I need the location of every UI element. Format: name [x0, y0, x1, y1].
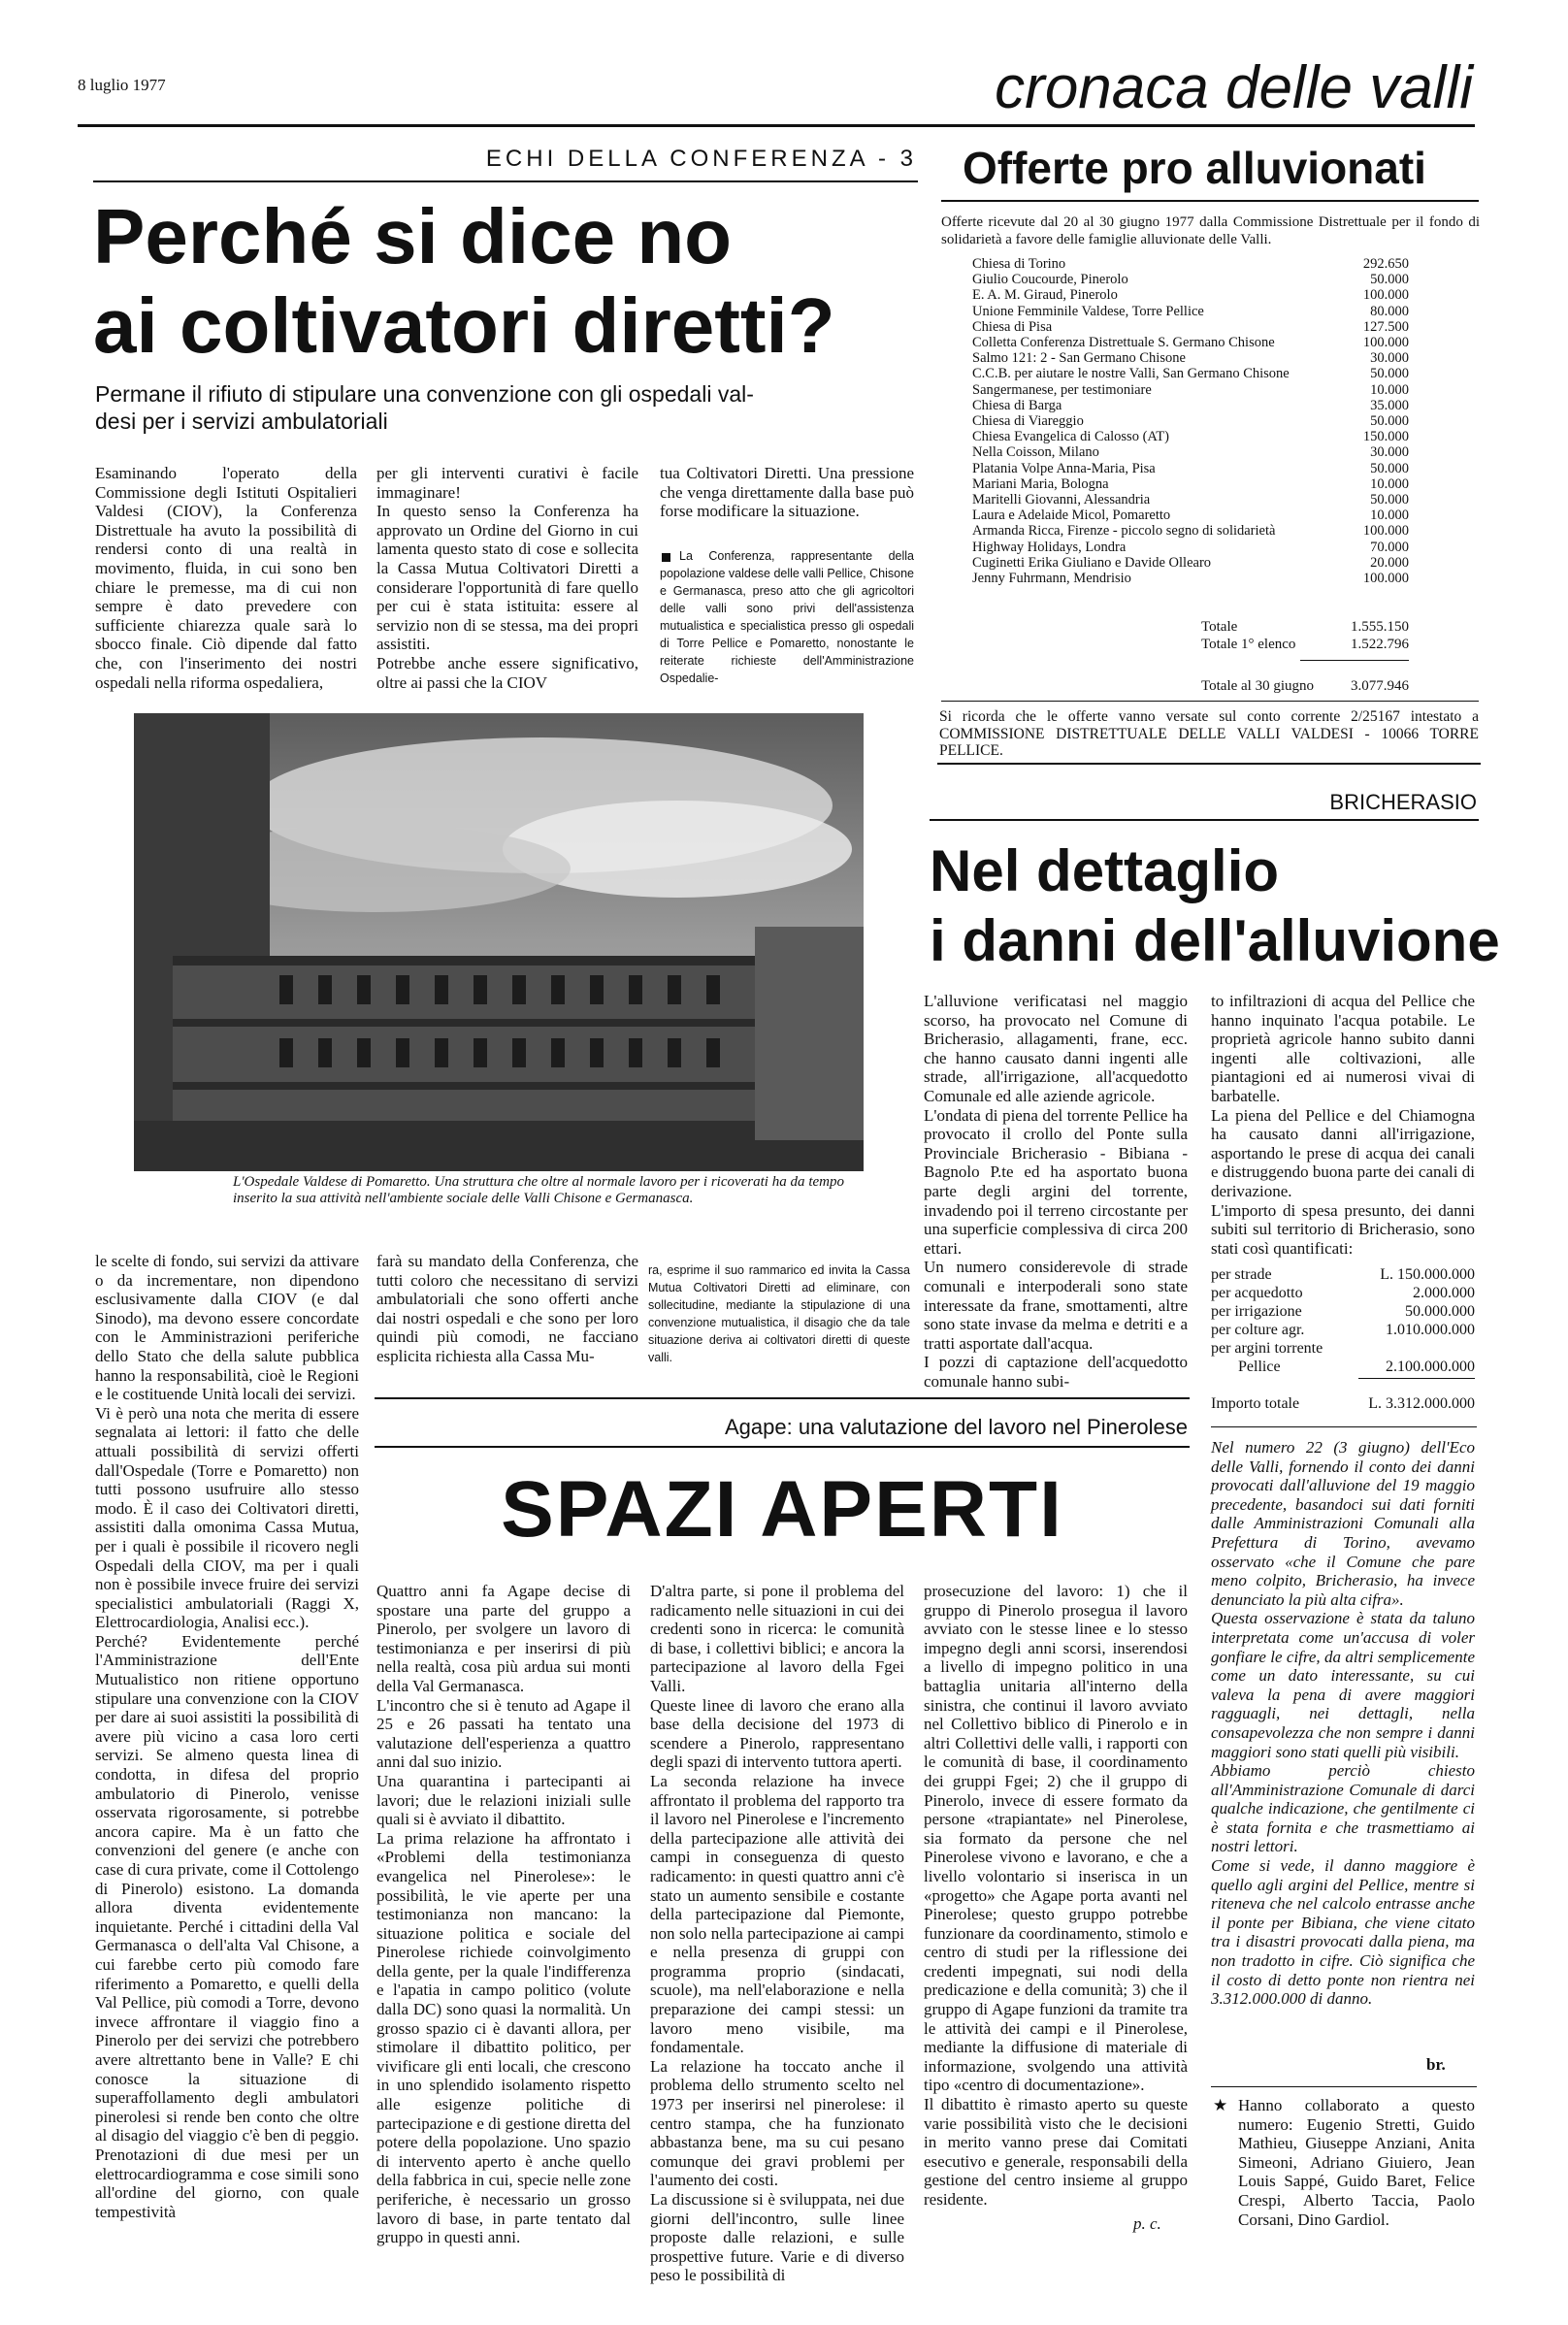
offerta-row: [972, 335, 1409, 350]
hospital-photo: [134, 713, 864, 1171]
offerta-row: [972, 555, 1409, 571]
offerta-name: Laura e Adelaide Micol, Pomaretto: [972, 508, 1171, 524]
damage-amount: 1.010.000.000: [1386, 1322, 1475, 1338]
bricherasio-title-line1: Nel dettaglio: [930, 838, 1280, 903]
damage-label: per colture agr.: [1211, 1322, 1305, 1338]
offerta-amount: 70.000: [1370, 539, 1409, 555]
article-deck-line2: desi per i servizi ambulatoriali: [95, 409, 388, 434]
offerta-amount: 50.000: [1370, 460, 1409, 476]
article-kicker: ECHI DELLA CONFERENZA - 3: [485, 146, 917, 172]
offerte-primo-label: Totale 1° elenco: [1201, 637, 1296, 652]
damage-amount: 2.100.000.000: [1386, 1359, 1475, 1375]
ciov-column-3: tua Coltivatori Diretti. Una pressione che venga direttamente dalla base può forse modificare la situazione.: [660, 464, 914, 521]
offerta-name: Chiesa di Barga: [972, 397, 1062, 413]
offerta-amount: 100.000: [1362, 335, 1409, 351]
damages-bottom-rule: [1211, 1426, 1477, 1427]
offerte-rule: [941, 200, 1479, 202]
offerta-row: [972, 523, 1409, 539]
offerte-primo: 1.522.796: [1351, 637, 1409, 652]
offerta-name: Chiesa di Viareggio: [972, 413, 1084, 430]
offerte-sum-rule: [1300, 660, 1409, 661]
offerta-name: Chiesa Evangelica di Calosso (AT): [972, 429, 1169, 445]
offerta-name: E. A. M. Giraud, Pinerolo: [972, 287, 1118, 304]
offerta-row: [972, 366, 1409, 381]
offerta-amount: 80.000: [1370, 303, 1409, 319]
damage-label: Pellice: [1238, 1359, 1281, 1375]
bricherasio-italic-note: Nel numero 22 (3 giugno) dell'Eco delle Valli, fornendo il conto dei danni provocati dall'alluvione del 19 maggio precedente, basandoci sui dati forniti dalle Amministrazioni Comunali alla Prefettura di Torino, avevamo osservato «che il Comune che pare meno colpito, Bricherasio, ha invece denunciato la più alta cifra». Questa osservazione è stata da taluno interpretata come un'accusa di voler gonfiare le cifre, da altri semplicemente come un dato interessante, su cui valeva la pena di avere maggiori ragguagli, nei dettagli, nella consapevolezza che non sempre i danni maggiori sono stati quelli più visibili. Abbiamo perciò chiesto all'Amministrazione Comunale di darci qualche indicazione, che gentilmente ci è stata fornita e che trasmettiamo ai nostri lettori. Come si vede, il danno maggiore è quello agli argini del Pellice, mentre si riteneva che nel calcolo entrasse anche il ponte per Bibiana, che viene citato tra i disastri provocati dalla piena, ma non tradotto in cifre. Ciò significa che il costo di detto ponte non rientra nei 3.312.000.000 di danno.: [1211, 1438, 1475, 2009]
offerta-name: Chiesa di Pisa: [972, 318, 1053, 335]
offerta-row: [972, 350, 1409, 366]
offerta-name: Platania Volpe Anna-Maria, Pisa: [972, 460, 1156, 476]
offerte-intro: Offerte ricevute dal 20 al 30 giugno 1977 dalla Commissione Distrettuale per il fondo di solidarietà a favore delle famiglie alluvionate delle Valli.: [941, 214, 1480, 247]
offerta-amount: 100.000: [1362, 571, 1409, 587]
bricherasio-title-line2: i danni dell'alluvione: [930, 908, 1500, 973]
offerta-row: [972, 304, 1409, 319]
offerta-name: Chiesa di Torino: [972, 256, 1066, 272]
kicker-rule: [93, 180, 918, 182]
offerta-row: [972, 429, 1409, 444]
offerta-row: [972, 540, 1409, 555]
article-title-line1: Perché si dice no: [93, 193, 733, 279]
offerta-row: [972, 287, 1409, 303]
offerta-name: Nella Coisson, Milano: [972, 444, 1099, 461]
offerta-amount: 30.000: [1370, 350, 1409, 367]
offerta-name: Maritelli Giovanni, Alessandria: [972, 492, 1151, 508]
offerta-row: [972, 319, 1409, 335]
photo-caption: L'Ospedale Valdese di Pomaretto. Una struttura che oltre al normale lavoro per i ricoverati ha da tempo inserito la sua attività nell'ambiente sociale delle Valli Chisone e Germanasca.: [233, 1174, 844, 1206]
offerte-table: [972, 256, 1409, 586]
offerta-amount: 10.000: [1370, 381, 1409, 398]
damage-row: [1211, 1302, 1475, 1321]
bricherasio-column-2: to infiltrazioni di acqua del Pellice che hanno inquinato l'acqua potabile. Le proprietà agricole hanno subito danni ingenti alle coltivazioni, alle piantagioni ed ai numerosi vivai di barbatelle. La piena del Pellice e del Chiamogna ha causato danni all'irrigazione, asportando le prese di acqua dei canali e distruggendo buona parte dei canali di derivazione. L'importo di spesa presunto, dei danni subiti sul territorio di Bricherasio, sono stati così quantificati:: [1211, 992, 1475, 1258]
offerta-amount: 50.000: [1370, 272, 1409, 288]
agape-column-1: Quattro anni fa Agape decise di spostare una parte del gruppo a Pinerolo, per svolgere un lavoro di testimonianza e per inserirsi di più nella realtà, cosa più ardua sui monti della Val Germanasca. L'incontro che si è tenuto ad Agape il 25 e 26 passati ha tentato una valutazione dell'esperienza a quattro anni dal suo inizio. Una quarantina i partecipanti ai lavori; due le relazioni iniziali sulle quali si è avviato il dibattito. La prima relazione ha affrontato i «Problemi della testimonianza evangelica nel Pinerolese»: le possibilità, le vie aperte per una testimonianza non mancano: la situazione politica e sociale del Pinerolese richiede coinvolgimento della gente, per la quale l'indifferenza e l'apatia in campo politico (volute dalla DC) sono quasi la normalità. Un grosso spazio ci è davanti allora, per stimolare il dibattito politico, per vivificare gli enti locali, che crescono in uno splendido isolamento rispetto alle esigenze politiche di partecipazione e di gestione diretta del potere della popolazione. Uno spazio di intervento aperto è anche quello della fabbrica in cui, specie nelle zone periferiche, è necessario un grosso lavoro di base, in parte tentato dal gruppo in questi anni.: [376, 1582, 631, 2247]
issue-date: 8 luglio 1977: [78, 76, 166, 94]
offerte-finale-label: Totale al 30 giugno: [1201, 678, 1315, 694]
offerte-bottom-rule: [941, 701, 1479, 702]
bricherasio-kicker: BRICHERASIO: [1329, 790, 1477, 814]
offerta-amount: 100.000: [1362, 287, 1409, 304]
offerta-amount: 50.000: [1370, 413, 1409, 430]
offerta-row: [972, 476, 1409, 492]
credits: Hanno collaborato a questo numero: Eugenio Stretti, Guido Mathieu, Giuseppe Anziani, Anita Simeoni, Adriano Giuiero, Jean Louis Sappé, Guido Baret, Felice Crespi, Alberto Taccia, Paolo Corsani, Dino Gardiol.: [1238, 2096, 1475, 2229]
agape-title: SPAZI APERTI: [501, 1465, 1063, 1554]
offerta-name: Sangermanese, per testimoniare: [972, 381, 1152, 398]
damages-table: [1211, 1265, 1475, 1376]
offerta-name: Giulio Coucourde, Pinerolo: [972, 272, 1128, 288]
ciov-column-2: per gli interventi curativi è facile immaginare! In questo senso la Conferenza ha approvato un Ordine del Giorno in cui lamenta questo stato di cose e sollecita la Cassa Mutua Coltivatori Diretti a considerare l'opportunità di fare quello per cui è stata istituita: essere al servizio non di se stessa, ma dei propri assistiti. Potrebbe anche essere significativo, oltre ai passi che la CIOV: [376, 464, 638, 692]
offerta-name: Cuginetti Erika Giuliano e Davide Ollearo: [972, 554, 1212, 571]
offerta-name: Mariani Maria, Bologna: [972, 475, 1109, 492]
offerta-row: [972, 398, 1409, 413]
offerta-row: [972, 571, 1409, 586]
agape-kicker: Agape: una valutazione del lavoro nel Pinerolese: [725, 1415, 1188, 1439]
damage-label: per acquedotto: [1211, 1285, 1303, 1301]
damage-row: [1211, 1265, 1475, 1284]
offerta-row: [972, 508, 1409, 523]
header-rule: [78, 124, 1475, 127]
offerta-amount: 20.000: [1370, 554, 1409, 571]
offerta-row: [972, 413, 1409, 429]
bricherasio-column-1: L'alluvione verificatasi nel maggio scorso, ha provocato nel Comune di Bricherasio, allagamenti, frane, ecc. che hanno causato danni ingenti alle strade, all'irrigazione, all'acquedotto Comunale ed alle aziende agricole. L'ondata di piena del torrente Pellice ha provocato il crollo del Ponte sulla Provinciale Bricherasio - Bibiana - Bagnolo P.te ed ha asportato buona parte degli argini del torrente, invadendo poi il terreno circostante per una superficie complessiva di circa 200 ettari. Un numero considerevole di strade comunali e interpoderali sono state interessate da frane, smottamenti, altre sono state invase da melma e detriti e a tratti asportate dall'acqua. I pozzi di captazione dell'acquedotto comunale hanno subi-: [924, 992, 1188, 1391]
agape-column-2: D'altra parte, si pone il problema del radicamento nelle situazioni in cui dei credenti sono in ricerca: le comunità di base, i collettivi biblici; e ancora la partecipazione al lavoro della Fgei Valli. Queste linee di lavoro che erano alla base della decisione del 1973 di scendere a Pinerolo, rappresentano degli spazi di intervento tuttora aperti. La seconda relazione ha invece affrontato il problema del rapporto tra il lavoro nel Pinerolese e l'incremento della partecipazione alle attività dei campi in conseguenza di questo radicamento: in questi quattro anni c'è stato un aumento sensibile e costante della partecipazione dal Piemonte, non solo nella partecipazione ai campi e nella presenza di gruppi con programma proprio (sindacati, scuole), ma nell'elaborazione e nella preparazione dei campi stessi: un lavoro meno visibile, ma fondamentale. La relazione ha toccato anche il problema dello strumento scelto nel 1973 per inserirsi nel pinerolese: il centro stampa, che ha funzionato abbastanza bene, ma su cui pesano comunque dei gravi problemi per l'aumento dei costi. La discussione si è sviluppata, nei due giorni dell'incontro, sulle linee proposte dalle relazioni, e sulle prospettive future. Varie e di diverso peso le possibilità di: [650, 1582, 904, 2285]
credits-rule: [1211, 2086, 1477, 2087]
offerta-amount: 150.000: [1362, 429, 1409, 445]
offerta-amount: 292.650: [1362, 256, 1409, 272]
section-title: cronaca delle valli: [995, 54, 1473, 121]
damages-sum-rule: [1358, 1378, 1475, 1379]
offerta-amount: 50.000: [1370, 366, 1409, 382]
ciov-column-1: Esaminando l'operato della Commissione degli Istituti Ospitalieri Valdesi (CIOV), la Conferenza Distrettuale ha avuto la possibilità di rendersi conto di una realtà in movimento, fluida, in cui sono ben chiare le premesse, ma di cui non sempre è dato prevedere con sufficiente chiarezza quale sarà lo sbocco finale. Ciò dipende dal fatto che, con l'inserimento dei nostri ospedali nella riforma ospedaliera,: [95, 464, 357, 692]
hospital-building-image: [134, 713, 864, 1171]
offerta-row: [972, 256, 1409, 272]
offerta-name: Salmo 121: 2 - San Germano Chisone: [972, 350, 1186, 367]
ciov-column-1b: le scelte di fondo, sui servizi da attivare o da incrementare, non dipendono esclusivamente dalla CIOV (e dal Sinodo), ma devono essere concordate con le Amministrazioni periferiche dello Stato che della salute pubblica hanno la responsabilità, cioè le Regioni e le costituende Unità locali dei servizi. Vi è però una nota che merita di essere segnalata ai lettori: il fatto che delle attuali possibilità di servizi offerti dall'Ospedale (Torre e Pomaretto) non tutti possono usufruire allo stesso modo. È il caso dei Coltivatori diretti, assistiti dalla omonima Cassa Mutua, per i quali è possibile il ricovero negli Ospedali della CIOV, ma per i quali non è possibile invece fruire dei servizi specialistici ambulatoriali (Raggi X, Elettrocardiologia, Analisi ecc.). Perché? Evidentemente perché l'Amministrazione dell'Ente Mutualistico non ritiene opportuno stipulare una convenzione con la CIOV per dare ai suoi assistiti la possibilità di avere più vicino a casa loro certi servizi. Se almeno questa linea di condotta, in difesa del proprio ambulatorio di Pinerolo, venisse osservata rigorosamente, si potrebbe ancora capire. Ma è un fatto che convenzioni del genere (e anche con case di cura private, come il Cottolengo di Pinerolo) esistono. La domanda allora diventa evidentemente inquietante. Perché i cittadini della Val Germanasca o dell'alta Val Chisone, a cui farebbe certo più comodo fare riferimento a Pomaretto, e quelli della Val Pellice, più comodi a Torre, devono invece affrontare il viaggio fino a Pinerolo per dei servizi che potrebbero avere altrettanto bene in Valle? E chi conosce la situazione di superaffollamento degli ambulatori pinerolesi si rende ben conto che oltre al disagio del viaggio c'è ben di peggio. Prenotazioni di due mesi per un elettrocardiogramma e cose simili sono all'ordine del giorno, con quale tempestività: [95, 1252, 359, 2221]
offerte-footer: Si ricorda che le offerte vanno versate sul conto corrente 2/25167 intestato a COMMISSIONE DISTRETTUALE DELLE VALLI VALDESI - 10066 TORRE PELLICE.: [939, 708, 1479, 759]
damage-amount: L. 150.000.000: [1380, 1266, 1475, 1283]
offerta-name: Colletta Conferenza Distrettuale S. Germano Chisone: [972, 335, 1275, 351]
agape-column-3: prosecuzione del lavoro: 1) che il gruppo di Pinerolo prosegua il lavoro avviato con le stesse linee e lo stesso impegno degli anni scorsi, inserendosi a livello di impegno politico in una battaglia unitaria all'interno della sinistra, che continui il lavoro avviato nel Collettivo biblico di Pinerolo e in altri Collettivi delle valli, i rapporti con le comunità di base, il coordinamento dei gruppi Fgei; 2) che il gruppo di Pinerolo, invece di essere formato da persone «trapiantate» nel Pinerolese, sia formato da persone che nel Pinerolese vivono e lavorano, e che a livello volontario si inserisca in un «progetto» che Agape porta avanti nel Pinerolese; questo gruppo potrebbe funzionare da coordinamento, stimolo e centro di studi per la riflessione dei credenti impegnati, sui nodi della predicazione e della comunità; 3) che il gruppo di Agape funzioni da tramite tra le attività dei campi e il Pinerolese, mediante la diffusione di materiale di informazione, svolgendo una attività tipo «centro di documentazione». Il dibattito è rimasto aperto su queste varie possibilità visto che le decisioni in merito vanno prese dai Comitati esecutivo e generale, responsabili della gestione del centro insieme al gruppo residente.: [924, 1582, 1188, 2209]
agape-kicker-rule: [375, 1446, 1190, 1448]
offerte-totale-label: Totale: [1201, 619, 1238, 635]
bricherasio-rule: [930, 819, 1479, 821]
offerta-amount: 127.500: [1362, 318, 1409, 335]
offerta-amount: 10.000: [1370, 475, 1409, 492]
ciov-note: La Conferenza, rappresentante della popolazione valdese delle valli Pellice, Chisone e Germanasca, preso atto che gli agricoltori delle valli sono privi dell'assistenza mutualistica e specialistica presso gli ospedali di Torre Pellice e Pomaretto, nonostante le reiterate richieste dell'Amministrazione Ospedalie-: [660, 549, 914, 685]
offerta-row: [972, 382, 1409, 398]
offerta-amount: 100.000: [1362, 523, 1409, 540]
offerta-row: [972, 444, 1409, 460]
damage-amount: 50.000.000: [1405, 1303, 1475, 1320]
offerta-row: [972, 461, 1409, 476]
offerta-name: Armanda Ricca, Firenze - piccolo segno di solidarietà: [972, 523, 1276, 540]
offerte-footer-rule: [937, 763, 1481, 765]
damage-row: [1211, 1358, 1475, 1376]
damage-row: [1211, 1339, 1475, 1358]
damages-total: L. 3.312.000.000: [1368, 1395, 1475, 1412]
ciov-column-2b: farà su mandato della Conferenza, che tutti coloro che necessitano di servizi ambulatoriali che sono offerti anche dai nostri ospedali e che sono per loro quindi più comodi, ne facciano esplicita richiesta alla Cassa Mu-: [376, 1252, 638, 1365]
offerta-amount: 10.000: [1370, 508, 1409, 524]
article-deck-line1: Permane il rifiuto di stipulare una convenzione con gli ospedali val-: [95, 381, 754, 407]
offerte-totale: 1.555.150: [1351, 619, 1409, 635]
offerta-amount: 50.000: [1370, 492, 1409, 508]
offerta-name: Highway Holidays, Londra: [972, 539, 1127, 555]
offerte-finale: 3.077.946: [1351, 678, 1409, 694]
damage-label: per strade: [1211, 1266, 1272, 1283]
damage-label: per argini torrente: [1211, 1340, 1323, 1357]
ciov-note-b: ra, esprime il suo rammarico ed invita la Cassa Mutua Coltivatori Diretti ad eliminare, con sollecitudine, mediante la stipulazione di una convenzione mutualistica, il disagio che da tale situazione deriva ai coltivatori diretti di queste valli.: [648, 1263, 910, 1364]
offerte-title: Offerte pro alluvionati: [963, 143, 1426, 193]
damage-label: per irrigazione: [1211, 1303, 1302, 1320]
article-title-line2: ai coltivatori diretti?: [93, 282, 835, 369]
offerta-name: C.C.B. per aiutare le nostre Valli, San Germano Chisone: [972, 366, 1290, 382]
damage-amount: 2.000.000: [1413, 1285, 1475, 1301]
damages-total-label: Importo totale: [1211, 1395, 1300, 1412]
agape-signature: p. c.: [1133, 2214, 1161, 2233]
offerta-name: Jenny Fuhrmann, Mendrisio: [972, 571, 1131, 587]
offerta-row: [972, 492, 1409, 508]
bricherasio-signature: br.: [1426, 2055, 1446, 2074]
agape-top-rule: [375, 1397, 1190, 1399]
damage-row: [1211, 1284, 1475, 1302]
damage-row: [1211, 1321, 1475, 1339]
offerta-row: [972, 272, 1409, 287]
offerta-amount: 35.000: [1370, 397, 1409, 413]
star-icon: ★: [1213, 2096, 1228, 2115]
offerta-name: Unione Femminile Valdese, Torre Pellice: [972, 303, 1204, 319]
offerta-amount: 30.000: [1370, 444, 1409, 461]
damage-amount: [1354, 1339, 1475, 1358]
